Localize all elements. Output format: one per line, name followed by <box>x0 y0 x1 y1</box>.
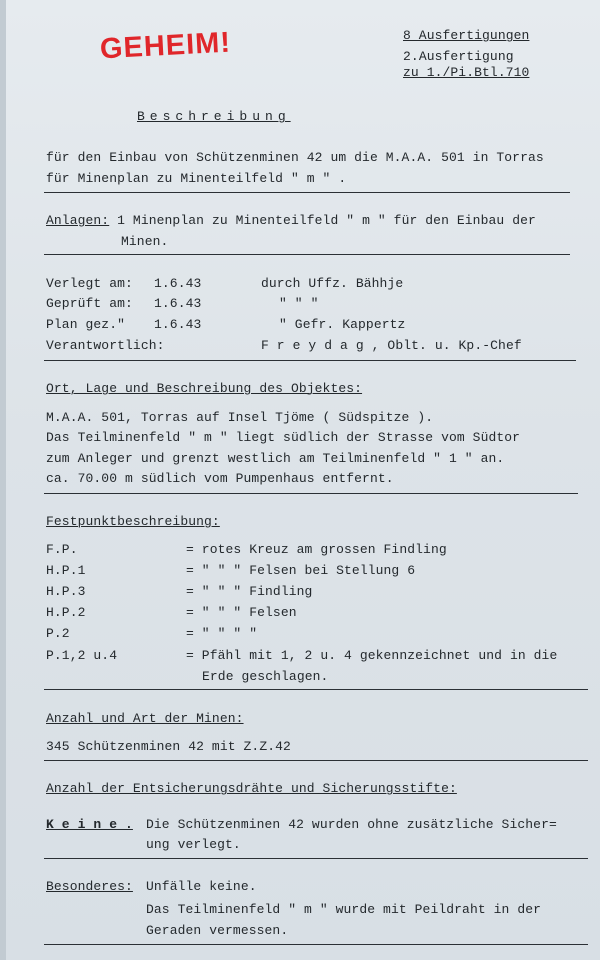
anlagen-line-1: 1 Minenplan zu Minenteilfeld " m " für den Einbau der <box>117 213 536 228</box>
draehte-keine: K e i n e . <box>46 817 133 832</box>
divider <box>44 192 570 193</box>
divider <box>44 760 588 761</box>
record-label: Plan gez." <box>46 317 126 332</box>
record-by: " Gefr. Kappertz <box>279 317 406 332</box>
festpunkt-value: = rotes Kreuz am grossen Findling <box>186 542 447 557</box>
location-line: M.A.A. 501, Torras auf Insel Tjöme ( Südspitze ). <box>46 410 434 425</box>
festpunkt-heading: Festpunktbeschreibung: <box>46 514 220 529</box>
location-line: ca. 70.00 m südlich vom Pumpenhaus entfernt. <box>46 471 394 486</box>
intro-line-1: für den Einbau von Schützenminen 42 um die M.A.A. 501 in Torras <box>46 150 544 165</box>
festpunkt-value: = " " " " <box>186 626 258 641</box>
copy-number <box>403 49 514 64</box>
festpunkt-continuation: Erde geschlagen. <box>202 669 329 684</box>
location-heading: Ort, Lage und Beschreibung des Objektes: <box>46 381 363 396</box>
festpunkt-value: = " " " Felsen <box>186 605 297 620</box>
besonderes-line-2: Das Teilminenfeld " m " wurde mit Peildraht in der <box>146 902 542 917</box>
location-line: zum Anleger und grenzt westlich am Teilminenfeld " 1 " an. <box>46 451 505 466</box>
divider <box>44 254 570 255</box>
secret-stamp: GEHEIM! <box>99 26 232 66</box>
record-by: durch Uffz. Bähhje <box>261 276 404 291</box>
record-date: 1.6.43 <box>154 296 202 311</box>
anlagen-line-2: Minen. <box>121 234 169 249</box>
draehte-heading: Anzahl der Entsicherungsdrähte und Sicherungsstifte: <box>46 781 457 796</box>
festpunkt-key: P.1,2 u.4 <box>46 648 118 663</box>
copy-label: Ausfertigung <box>418 49 514 64</box>
location-line: Das Teilminenfeld " m " liegt südlich der Strasse vom Südtor <box>46 430 521 445</box>
recipient: zu 1./Pi.Btl.710 <box>403 65 530 80</box>
anlagen-label: Anlagen: <box>46 213 110 228</box>
festpunkt-key: H.P.1 <box>46 563 86 578</box>
anzahl-value: 345 Schützenminen 42 mit Z.Z.42 <box>46 739 291 754</box>
record-label: Verlegt am: <box>46 276 133 291</box>
besonderes-line-1: Unfälle keine. <box>146 879 257 894</box>
festpunkt-key: H.P.2 <box>46 605 86 620</box>
festpunkt-key: P.2 <box>46 626 70 641</box>
document-title: Beschreibung <box>137 109 291 124</box>
page-edge-shadow <box>0 0 6 960</box>
record-date: 1.6.43 <box>154 317 202 332</box>
record-date: 1.6.43 <box>154 276 202 291</box>
divider <box>44 689 588 690</box>
festpunkt-value: = " " " Findling <box>186 584 313 599</box>
draehte-line-1: Die Schützenminen 42 wurden ohne zusätzliche Sicher= <box>146 817 557 832</box>
divider <box>44 360 576 361</box>
record-label: Geprüft am: <box>46 296 133 311</box>
divider <box>44 858 588 859</box>
responsible-value: F r e y d a g , Oblt. u. Kp.-Chef <box>261 338 522 353</box>
besonderes-line-3: Geraden vermessen. <box>146 923 289 938</box>
copies-count: 8 Ausfertigungen <box>403 28 530 43</box>
anlagen-row <box>46 213 536 228</box>
festpunkt-value: = " " " Felsen bei Stellung 6 <box>186 563 416 578</box>
divider <box>44 493 578 494</box>
draehte-line-2: ung verlegt. <box>146 837 241 852</box>
divider <box>44 944 588 945</box>
festpunkt-key: F.P. <box>46 542 78 557</box>
intro-line-2: für Minenplan zu Minenteilfeld " m " . <box>46 171 347 186</box>
anzahl-heading: Anzahl und Art der Minen: <box>46 711 244 726</box>
responsible-label: Verantwortlich: <box>46 338 165 353</box>
besonderes-label: Besonderes: <box>46 879 133 894</box>
copy-number-value: 2. <box>403 49 419 64</box>
record-by: " " " <box>279 296 319 311</box>
festpunkt-value: = Pfähl mit 1, 2 u. 4 gekennzeichnet und in die <box>186 648 558 663</box>
festpunkt-key: H.P.3 <box>46 584 86 599</box>
